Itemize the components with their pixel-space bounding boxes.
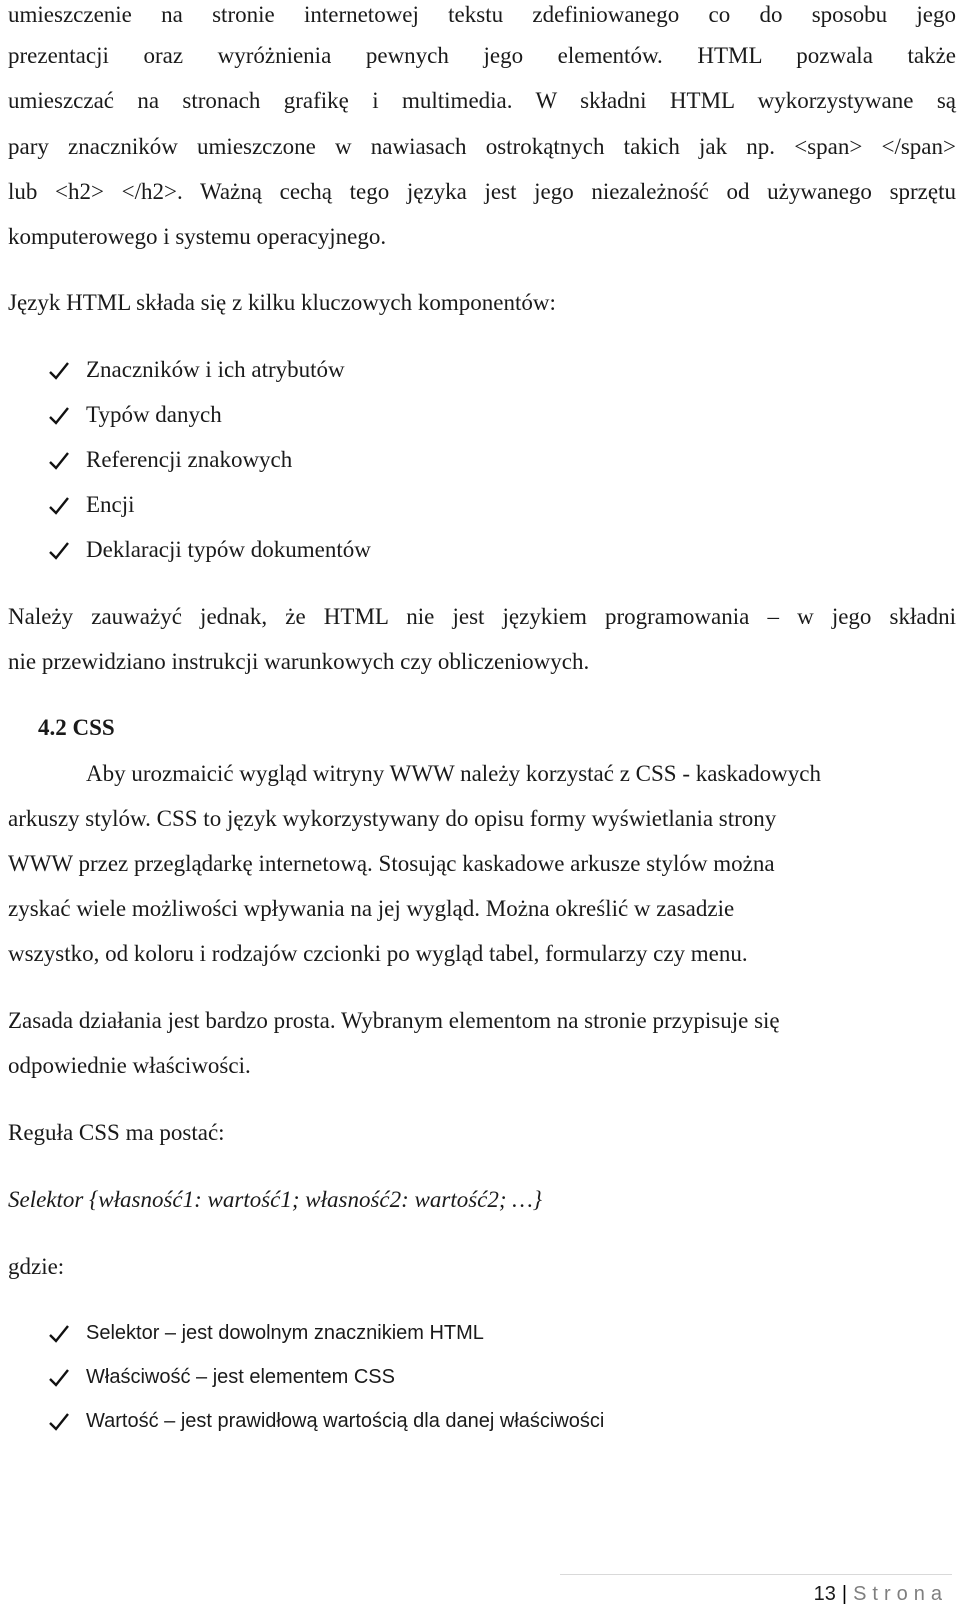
components-intro: Język HTML składa się z kilku kluczowych komponentów: xyxy=(8,290,556,315)
note-line-1: Należy zauważyć jednak, że HTML nie jest językiem programowania – w jego składni xyxy=(8,604,956,629)
checkmark-icon xyxy=(48,1406,70,1436)
rule-syntax: Selektor {własność1: wartość1; własność2: wartość2; …} xyxy=(8,1187,542,1212)
component-label: Referencji znakowych xyxy=(86,447,293,472)
section-heading: 4.2 CSS xyxy=(38,715,115,740)
rule-intro: Reguła CSS ma postać: xyxy=(8,1120,225,1145)
component-label: Encji xyxy=(86,492,135,517)
page-number: 13 xyxy=(813,1583,836,1605)
checkmark-icon xyxy=(48,1318,70,1348)
definition-label: Wartość – jest prawidłową wartością dla danej właściwości xyxy=(86,1410,605,1432)
component-label: Deklaracji typów dokumentów xyxy=(86,537,371,562)
checkmark-icon xyxy=(48,535,70,565)
page-word: Strona xyxy=(853,1583,948,1605)
checkmark-icon xyxy=(48,445,70,475)
paragraph-1-line-6: komputerowego i systemu operacyjnego. xyxy=(8,224,387,249)
component-label: Typów danych xyxy=(86,402,222,427)
paragraph-1-line-5: lub <h2> </h2>. Ważną cechą tego języka jest jego niezależność od używanego sprzętu xyxy=(8,179,956,204)
css-paragraph-line-2: arkuszy stylów. CSS to język wykorzystywany do opisu formy wyświetlania strony xyxy=(8,806,777,831)
css-paragraph-line-5: wszystko, od koloru i rodzajów czcionki po wygląd tabel, formularzy czy menu. xyxy=(8,941,748,966)
principle-line-2: odpowiednie właściwości. xyxy=(8,1053,251,1078)
checkmark-icon xyxy=(48,490,70,520)
paragraph-1-line-1: umieszczenie na stronie internetowej tekstu zdefiniowanego co do sposobu jego xyxy=(8,2,956,27)
paragraph-1-line-4: pary znaczników umieszczone w nawiasach ostrokątnych takich jak np. <span> </span> xyxy=(8,134,956,159)
note-line-2: nie przewidziano instrukcji warunkowych czy obliczeniowych. xyxy=(8,649,590,674)
footer-separator: | xyxy=(841,1583,848,1605)
definition-label: Selektor – jest dowolnym znacznikiem HTML xyxy=(86,1322,484,1344)
definition-label: Właściwość – jest elementem CSS xyxy=(86,1366,395,1388)
css-paragraph-line-3: WWW przez przeglądarkę internetową. Stosując kaskadowe arkusze stylów można xyxy=(8,851,775,876)
component-label: Znaczników i ich atrybutów xyxy=(86,357,345,382)
css-paragraph-line-4: zyskać wiele możliwości wpływania na jej wygląd. Można określić w zasadzie xyxy=(8,896,735,921)
footer-divider xyxy=(560,1574,952,1575)
checkmark-icon xyxy=(48,1362,70,1392)
principle-line-1: Zasada działania jest bardzo prosta. Wybranym elementom na stronie przypisuje się xyxy=(8,1008,780,1033)
css-paragraph-line-1: Aby urozmaicić wygląd witryny WWW należy korzystać z CSS - kaskadowych xyxy=(86,761,821,786)
paragraph-1-line-2: prezentacji oraz wyróżnienia pewnych jego elementów. HTML pozwala także xyxy=(8,43,956,68)
checkmark-icon xyxy=(48,400,70,430)
paragraph-1-line-3: umieszczać na stronach grafikę i multimedia. W składni HTML wykorzystywane są xyxy=(8,88,956,113)
page-footer xyxy=(814,1581,948,1607)
checkmark-icon xyxy=(48,355,70,385)
where-label: gdzie: xyxy=(8,1254,65,1279)
